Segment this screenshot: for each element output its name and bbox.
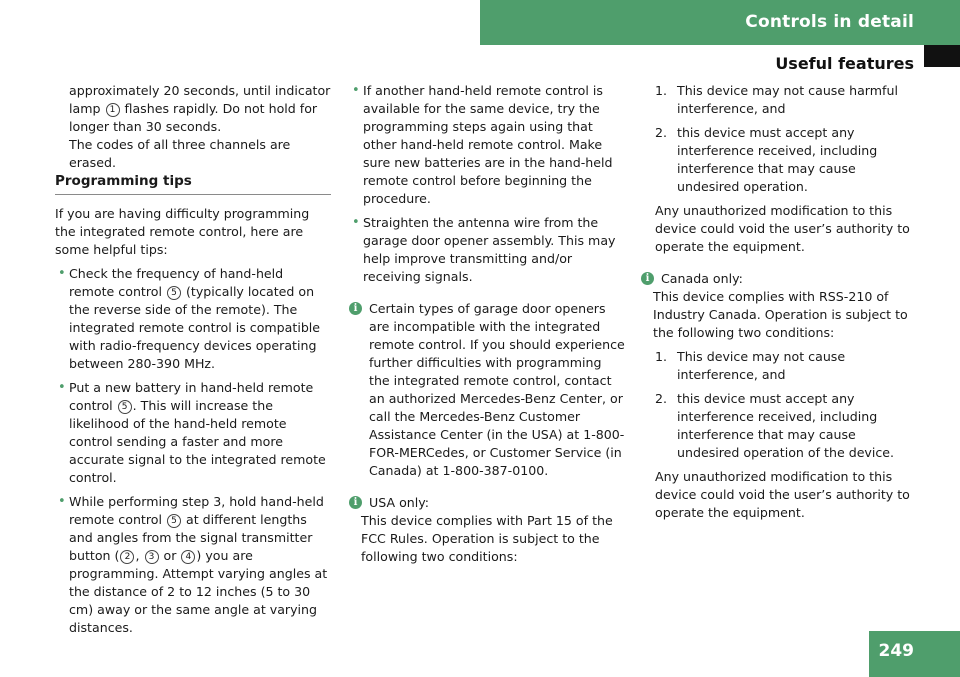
section-heading: Programming tips: [55, 172, 331, 195]
info-note-title: Canada only:: [661, 271, 743, 286]
usa-modification-note: Any unauthorized modification to this device could void the user’s authority to operate the equipment.: [655, 203, 910, 254]
ref-number-icon: 2: [120, 550, 134, 564]
list-item: 1. This device may not cause harmful interference, and: [655, 83, 898, 116]
column-left: [55, 82, 331, 637]
subsection-title: Useful features: [775, 54, 914, 73]
info-note-usa: [349, 494, 625, 566]
ref-number-icon: 5: [118, 400, 132, 414]
info-note: [349, 300, 625, 480]
intro-paragraph: If you are having difficulty programming the integrated remote control, here are some helpful tips:: [55, 206, 310, 257]
continued-paragraph: approximately 20 seconds, until indicator lamp 1 flashes rapidly. Do not hold for longer than 30 seconds. The codes of all three channels are erased.: [69, 83, 331, 170]
page-number: 249: [878, 641, 914, 661]
usa-conditions-list: [641, 82, 921, 196]
info-note-title: USA only:: [369, 495, 430, 510]
list-item: 2. this device must accept any interference received, including interference that may cause undesired operation.: [655, 125, 878, 194]
column-right: [641, 82, 921, 522]
canada-conditions-list: [641, 348, 921, 462]
info-icon: i: [641, 272, 654, 285]
section-tab-marker: [924, 45, 960, 67]
section-title: Controls in detail: [745, 12, 914, 32]
list-item: • If another hand-held remote control is available for the same device, try the programming steps again using that other hand-held remote control. Make sure new batteries are in the hand-held remote control before beginning the procedure.: [349, 82, 625, 208]
list-item: • Straighten the antenna wire from the garage door opener assembly. This may help improve transmitting and/or receiving signals.: [349, 214, 625, 286]
ref-number-icon: 3: [145, 550, 159, 564]
ref-number-icon: 5: [167, 286, 181, 300]
info-note-canada: [641, 270, 921, 342]
list-item: 1. This device may not cause interference, and: [655, 349, 846, 382]
column-middle: [349, 82, 625, 566]
ref-number-icon: 5: [167, 514, 181, 528]
list-item: • While performing step 3, hold hand-held remote control 5 at different lengths and angles from the signal transmitter button ( 2 , 3 or 4 ) you are programming. Attempt varying angles at the distance of 2 to 12 inches (5 to 30 cm) away or the same angle at varying distances.: [55, 493, 331, 637]
info-note-text: Certain types of garage door openers are incompatible with the integrated remote control. If you should experience further difficulties with programming the integrated remote control, contact an authorized Mercedes-Benz Center, or call the Mercedes-Benz Customer Assistance Center (in the USA) at 1-800-FOR-MERCedes, or Customer Service (in Canada) at 1-800-387-0100.: [369, 301, 625, 478]
info-note-body: This device complies with Part 15 of the FCC Rules. Operation is subject to the following two conditions:: [361, 513, 613, 564]
page-number-box: [869, 631, 960, 677]
info-note-body: This device complies with RSS-210 of Industry Canada. Operation is subject to the following two conditions:: [653, 289, 908, 340]
list-item: 2. this device must accept any interference received, including interference that may cause undesired operation of the device.: [655, 391, 895, 460]
list-item: • Put a new battery in hand-held remote control 5 . This will increase the likelihood of the hand-held remote control sending a faster and more accurate signal to the integrated remote control.: [55, 379, 331, 487]
info-icon: i: [349, 496, 362, 509]
info-icon: i: [349, 302, 362, 315]
canada-modification-note: Any unauthorized modification to this device could void the user’s authority to operate the equipment.: [655, 469, 910, 520]
ref-number-icon: 4: [181, 550, 195, 564]
section-header-band: [480, 0, 960, 45]
ref-number-icon: 1: [106, 103, 120, 117]
list-item: • Check the frequency of hand-held remote control 5 (typically located on the reverse side of the remote). The integrated remote control is compatible with radio-frequency devices operating between 280-390 MHz.: [55, 265, 331, 373]
